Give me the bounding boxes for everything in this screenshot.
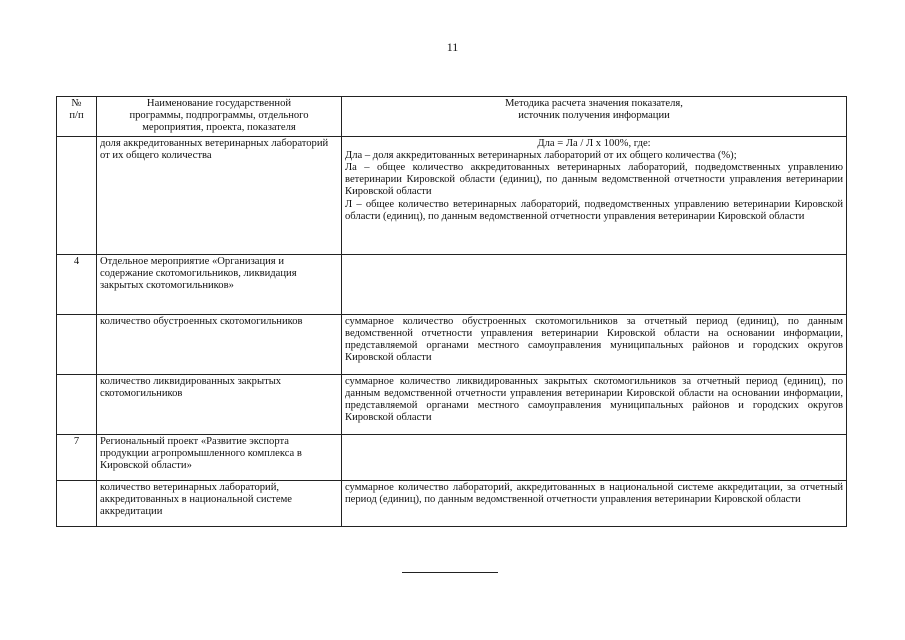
row-name: доля аккредитованных ветеринарных лабораторий от их общего количества [97,136,342,254]
row-name: Региональный проект «Развитие экспорта продукции агропромышленного комплекса в Кировской области» [97,434,342,480]
row-method [342,254,847,314]
row-num [57,314,97,374]
row-num [57,136,97,254]
row-method: Дла = Ла / Л х 100%, где: Дла – доля аккредитованных ветеринарных лабораторий от их общего количества (%); Ла – общее количество аккредитованных ветеринарных лабораторий, подведомственных управлению ветеринарии Кировской области (единиц), по данным ведомственной отчетности управления ветеринарии Кировской области Л – общее количество ветеринарных лабораторий, подведомственных управлению ветеринарии Кировской области (единиц), по данным ведомственной отчетности управления ветеринарии Кировской области [342,136,847,254]
row-name: количество обустроенных скотомогильников [97,314,342,374]
row-num: 7 [57,434,97,480]
table-row [57,314,847,374]
row-method: суммарное количество ликвидированных закрытых скотомогильников за отчетный период (единиц), по данным ведомственной отчетности управления ветеринарии Кировской области на основании информации, представляемой органами местного самоуправления муниципальных районов и городских округов Кировской области [342,374,847,434]
formula: Дла = Ла / Л х 100%, где: [537,137,651,149]
row-name: количество ветеринарных лабораторий, аккредитованных в национальной системе аккредитации [97,480,342,526]
header-name: Наименование государственной программы, подпрограммы, отдельного мероприятия, проекта, показателя [97,97,342,137]
row-name: количество ликвидированных закрытых скотомогильников [97,374,342,434]
header-num: № п/п [57,97,97,137]
footer-separator-line [402,572,498,573]
row-num [57,480,97,526]
table-row [57,374,847,434]
row-method: суммарное количество лабораторий, аккредитованных в национальной системе аккредитации, за отчетный период (единиц), по данным ведомственной отчетности управления ветеринарии Кировской области [342,480,847,526]
row-num: 4 [57,254,97,314]
table-row [57,254,847,314]
row-method: суммарное количество обустроенных скотомогильников за отчетный период (единиц), по данным ведомственной отчетности управления ветеринарии Кировской области на основании информации, представляемой органами местного самоуправления муниципальных районов и городских округов Кировской области [342,314,847,374]
header-method: Методика расчета значения показателя, источник получения информации [342,97,847,137]
row-method [342,434,847,480]
table-header-row [57,97,847,137]
row-num [57,374,97,434]
indicators-table [56,96,847,527]
table-row [57,136,847,254]
table-row [57,480,847,526]
table-row [57,434,847,480]
page-number: 11 [446,40,459,54]
row-name: Отдельное мероприятие «Организация и содержание скотомогильников, ликвидация закрытых скотомогильников» [97,254,342,314]
